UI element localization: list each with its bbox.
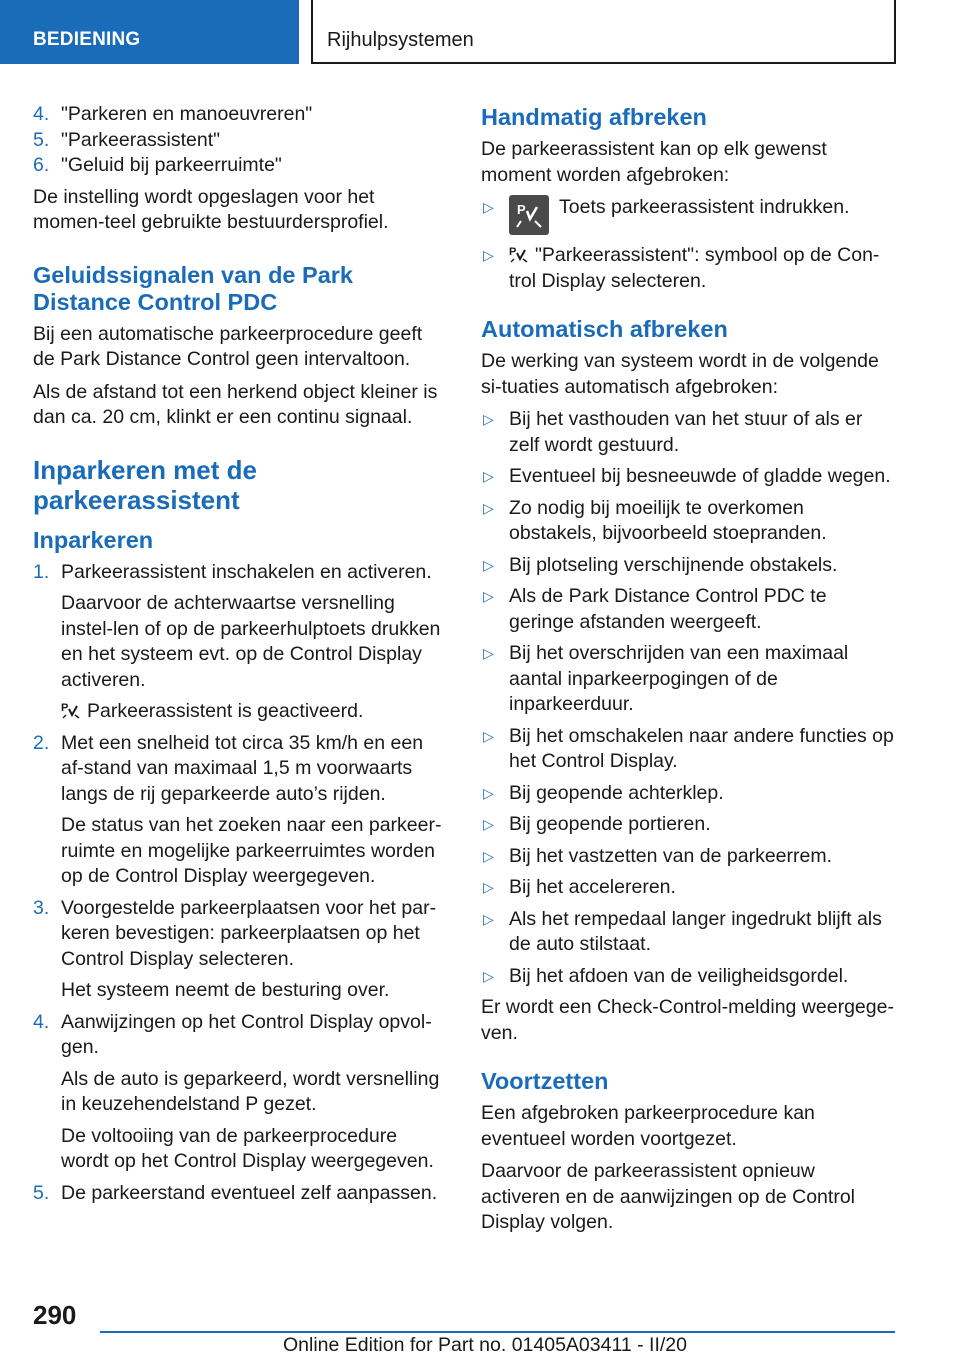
section-heading: Geluidssignalen van de Park Distance Control PDC [33, 261, 353, 315]
bullet-icon: ▷ [483, 468, 494, 484]
parking-assistant-icon [61, 701, 81, 719]
chapter-label: Rijhulpsystemen [327, 29, 474, 51]
bullet-item: ▷ Als de Park Distance Control PDC te geringe afstanden weergeeft. [483, 585, 827, 633]
menu-item: 4. "Parkeren en manoeuvreren" [33, 103, 313, 125]
bullet-item: ▷ P "Parkeerassistent": symbool op de Con-trol Display selecteren. [483, 244, 880, 292]
step-detail: De voltooiing van de parkeerprocedure wordt op het Control Display weergegeven. [61, 1124, 434, 1172]
paragraph: Een afgebroken parkeerprocedure kan eventueel worden voortgezet. [481, 1102, 815, 1150]
bullet-item: ▷ Bij het accelereren. [481, 875, 896, 901]
bullet-list [481, 407, 896, 989]
menu-item: 6. "Geluid bij parkeerruimte" [33, 154, 282, 176]
bullet-item: ▷ Bij het overschrijden van een maximaal aantal inparkeerpogingen of de inparkeerduur. [483, 642, 849, 715]
step: 2. Met een snelheid tot circa 35 km/h en een af-stand van maximaal 1,5 m voorwaarts langs de rij geparkeerde auto’s rijden. [33, 731, 424, 805]
paragraph: Als de afstand tot een herkend object kleiner is dan ca. 20 cm, klinkt er een continu signaal. [33, 380, 438, 428]
paragraph: Daarvoor de parkeerassistent opnieuw activeren en de aanwijzingen op de Control Display volgen. [481, 1160, 855, 1233]
section-label: BEDIENING [33, 29, 141, 50]
bullet-item: ▷ Zo nodig bij moeilijk te overkomen obstakels, bijvoorbeeld stoepranden. [483, 496, 827, 544]
menu-item: 5. "Parkeerassistent" [33, 128, 221, 151]
paragraph: De parkeerassistent kan op elk gewenst moment worden afgebroken: [481, 138, 827, 186]
paragraph: Bij een automatische parkeerprocedure geeft de Park Distance Control geen intervaltoon. [33, 322, 423, 370]
bullet-icon: ▷ [483, 910, 494, 927]
bullet-item: ▷ Als het rempedaal langer ingedrukt blijft als de auto stilstaat. [483, 907, 882, 955]
sub-heading: Inparkeren [33, 526, 154, 553]
bullet-item: ▷ Bij geopende achterklep. [481, 781, 896, 807]
step-detail: De status van het zoeken naar een parkeer-ruimte en mogelijke parkeerruimtes worden op de Control Display weergegeven. [61, 814, 442, 887]
bullet-icon: ▷ [483, 588, 494, 604]
section-heading: Handmatig afbreken [481, 104, 707, 130]
main-heading: Inparkeren met de parkeerassistent [33, 454, 257, 515]
parking-assistant-button-icon [509, 195, 549, 235]
bullet-icon: ▷ [483, 411, 494, 427]
left-column [33, 102, 448, 1212]
right-column [481, 102, 896, 1243]
page-number: 290 [33, 1300, 77, 1330]
bullet-item: ▷ Bij het vastzetten van de parkeerrem. [481, 844, 896, 870]
paragraph: Er wordt een Check-Control-melding weergege-ven. [481, 996, 894, 1044]
chapter-header [311, 0, 896, 64]
step-detail: Als de auto is geparkeerd, wordt versnelling in keuzehendelstand P gezet. [61, 1067, 440, 1115]
bullet-icon: ▷ [483, 727, 494, 744]
step: 5. De parkeerstand eventueel zelf aanpassen. [33, 1181, 438, 1204]
bullet-icon: ▷ [483, 247, 494, 263]
bullet-item: ▷ Bij het omschakelen naar andere functies op het Control Display. [483, 724, 894, 772]
step: 4. Aanwijzingen op het Control Display opvol-gen. [33, 1010, 432, 1058]
step: 1. Parkeerassistent inschakelen en activeren. [33, 560, 432, 583]
svg-text:P: P [61, 702, 69, 714]
bullet-item: ▷ Bij het vasthouden van het stuur of als er zelf wordt gestuurd. [483, 408, 863, 456]
bullet-icon: ▷ [483, 967, 494, 984]
bullet-icon: ▷ [483, 879, 494, 895]
edition-note: Online Edition for Part no. 01405A03411 - II/20 [283, 1334, 687, 1356]
paragraph: De werking van systeem wordt in de volgende si-tuaties automatisch afgebroken: [481, 350, 879, 398]
step: 3. Voorgestelde parkeerplaatsen voor het par-keren bevestigen: parkeerplaatsen op het Control Display selecteren. [33, 896, 437, 970]
step-detail: P Parkeerassistent is geactiveerd. [61, 700, 364, 722]
bullet-icon: ▷ [483, 556, 494, 573]
bullet-item: ▷ Bij plotseling verschijnende obstakels. [481, 553, 896, 579]
bullet-item: ▷ Eventueel bij besneeuwde of gladde wegen. [481, 464, 896, 490]
paragraph: De instelling wordt opgeslagen voor het momen-teel gebruikte bestuurdersprofiel. [33, 185, 389, 233]
step-detail: Daarvoor de achterwaartse versnelling instel-len of op de parkeerhulptoets drukken en het systeem evt. op de Control Display activeren. [61, 592, 441, 691]
parking-assistant-icon [509, 245, 529, 263]
bullet-icon: ▷ [483, 784, 494, 801]
section-heading: Voortzetten [481, 1068, 609, 1094]
svg-text:P: P [517, 202, 526, 217]
step-detail: Het systeem neemt de besturing over. [61, 979, 390, 1001]
bullet-icon: ▷ [483, 847, 494, 864]
section-heading: Automatisch afbreken [481, 316, 728, 342]
section-tab [0, 0, 299, 64]
bullet-icon: ▷ [483, 199, 494, 215]
bullet-icon: ▷ [483, 816, 494, 832]
bullet-item: ▷ Bij het afdoen van de veiligheidsgordel. [481, 964, 896, 990]
bullet-icon: ▷ [483, 499, 494, 516]
bullet-item: ▷ Bij geopende portieren. [481, 812, 896, 838]
svg-text:P: P [509, 246, 517, 258]
bullet-icon: ▷ [483, 645, 494, 661]
footer-divider [100, 1331, 895, 1333]
bullet-item: ▷ P Toets parkeerassistent indrukken. [481, 195, 896, 235]
